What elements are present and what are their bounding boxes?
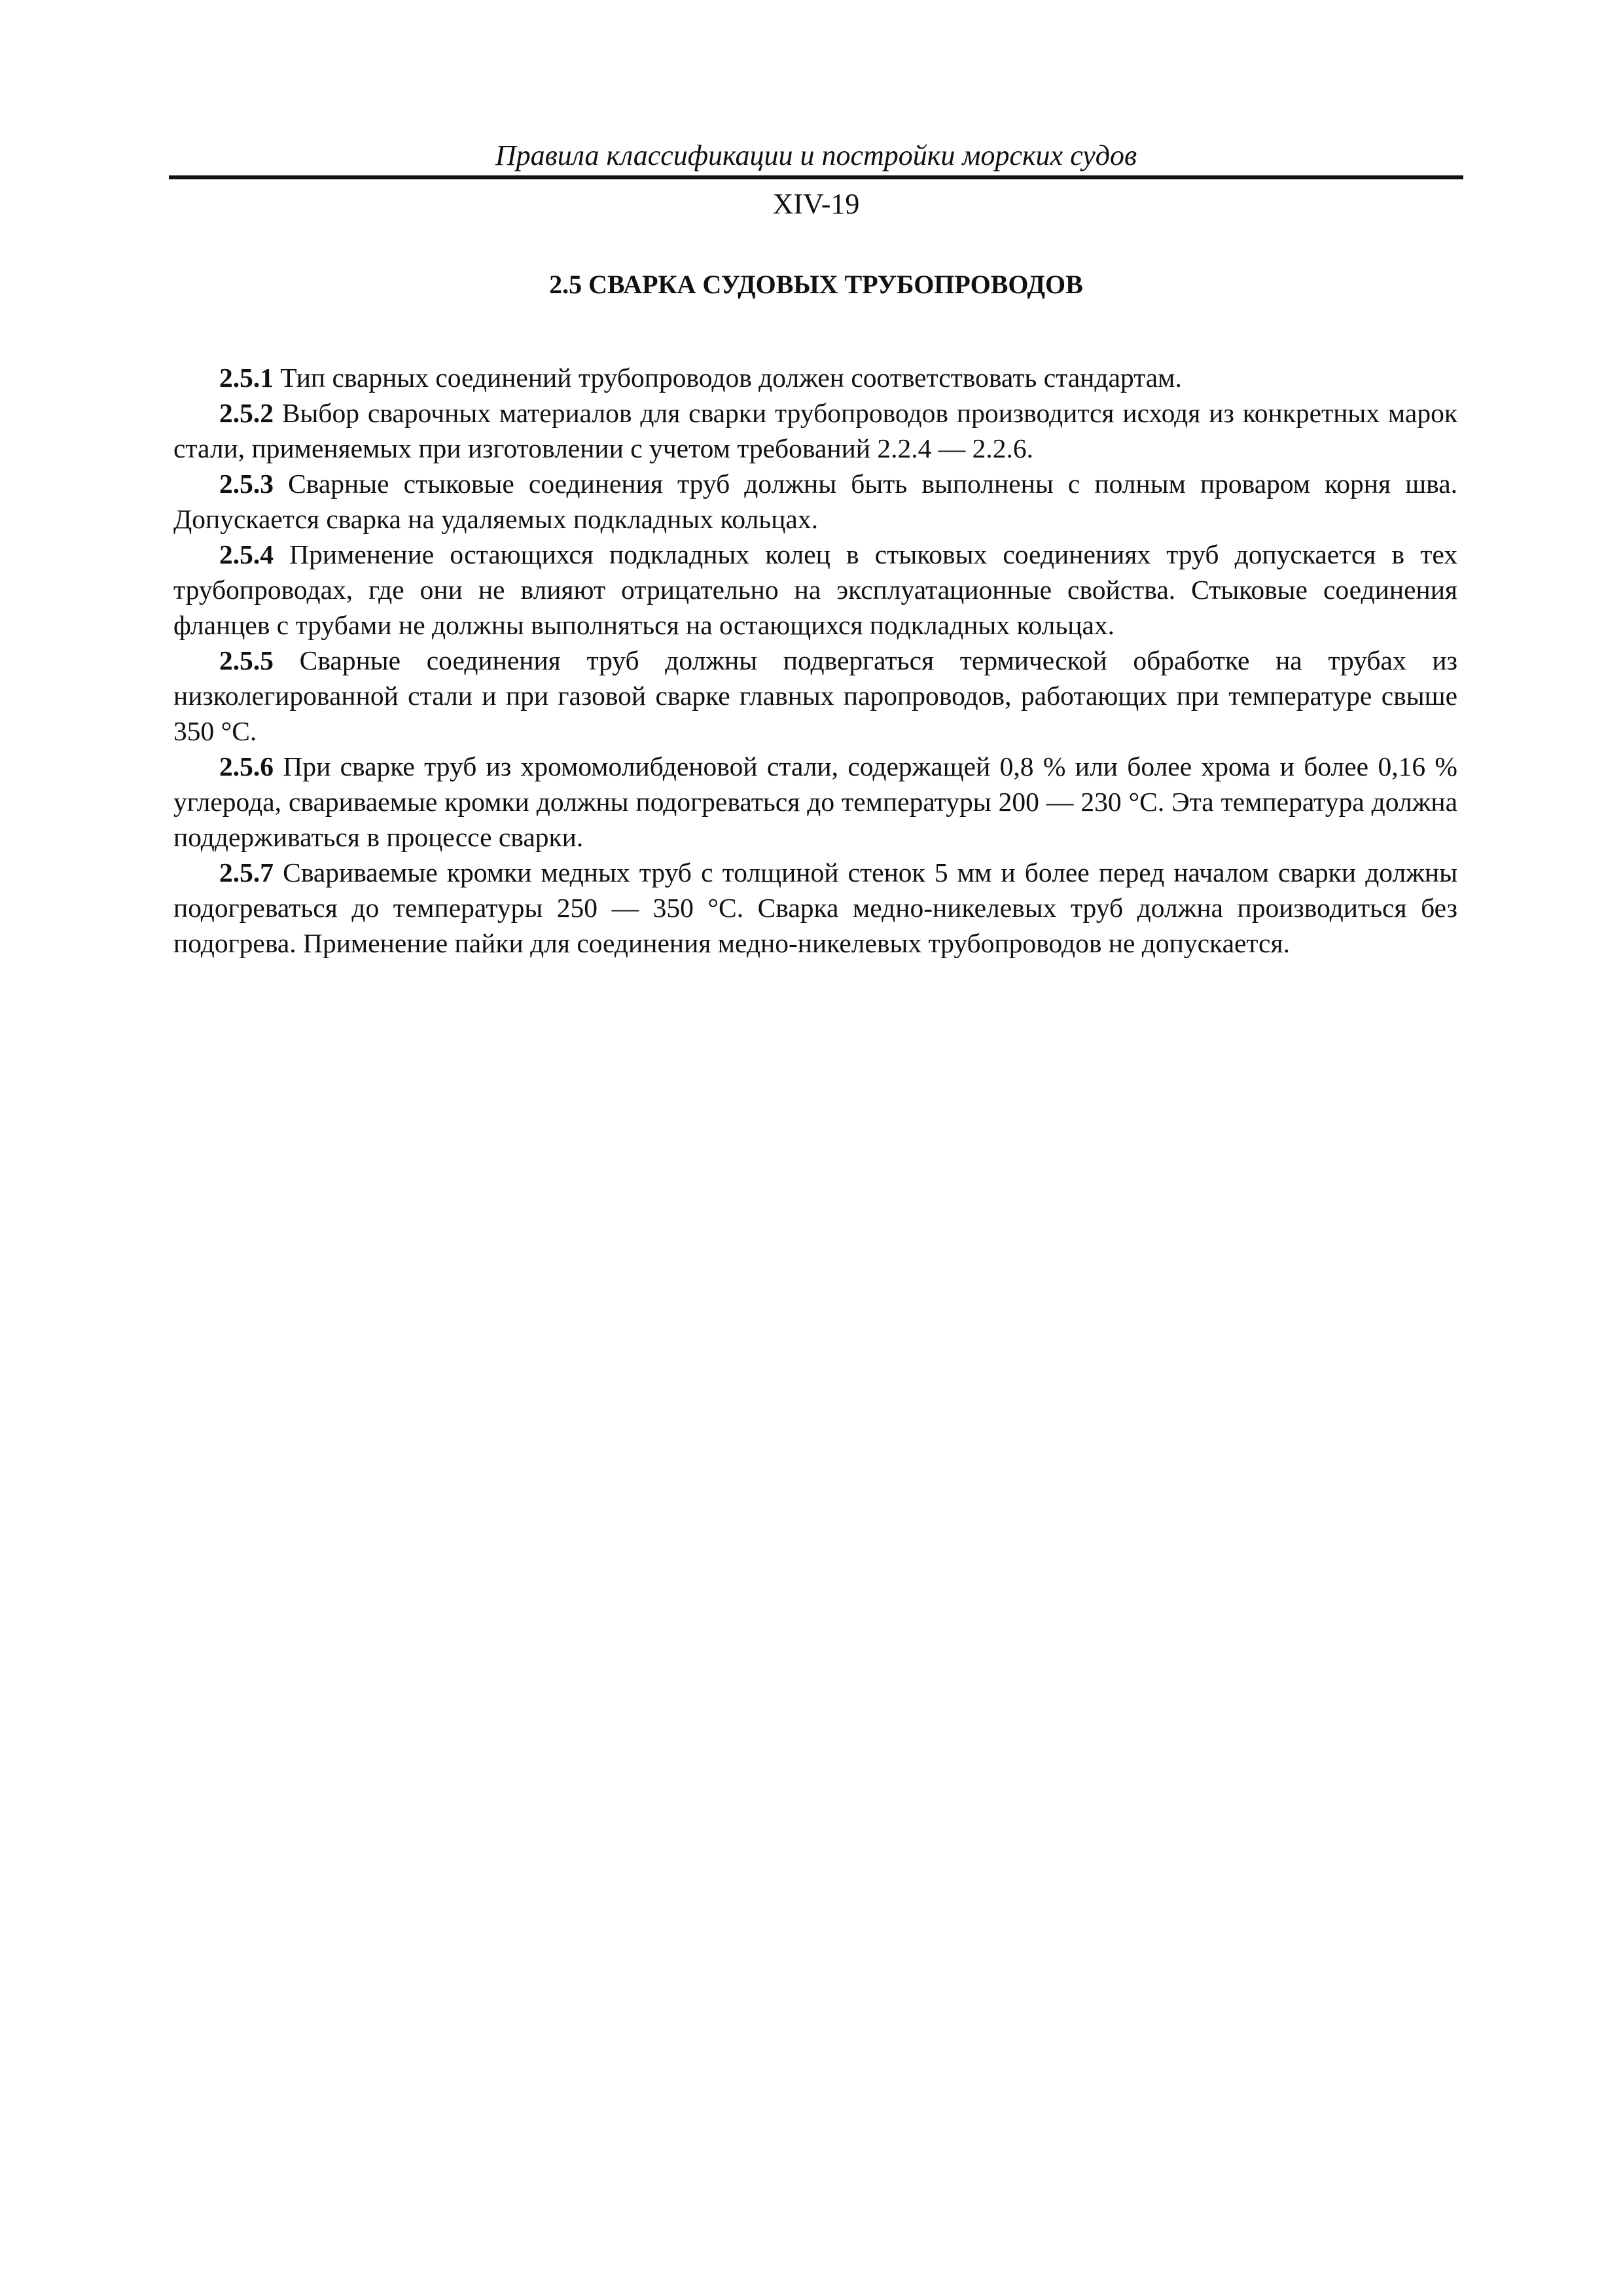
paragraph-2-5-5 [173,643,1457,749]
paragraph-number: 2.5.3 [219,469,274,499]
paragraph-2-5-4 [173,537,1457,643]
paragraph-text: Свариваемые кромки медных труб с толщиной стенок 5 мм и более перед началом сварки должны подогреваться до температуры 250 — 350 °С. Сварка медно-никелевых труб должна производиться без подогрева. Применение пайки для соединения медно-никелевых трубопроводов не допускается. [173,857,1457,958]
paragraph-2-5-2 [173,395,1457,466]
section-title: 2.5 СВАРКА СУДОВЫХ ТРУБОПРОВОДОВ [549,270,1083,299]
paragraph-text: Тип сварных соединений трубопроводов должен соответствовать стандартам. [274,363,1182,393]
paragraph-number: 2.5.7 [219,857,274,888]
paragraph-text: Применение остающихся подкладных колец в стыковых соединениях труб допускается в тех трубопроводах, где они не влияют отрицательно на эксплуатационные свойства. Стыковые соединения фланцев с трубами не должны выполняться на остающихся подкладных кольцах. [173,539,1457,640]
paragraph-number: 2.5.5 [219,645,274,675]
header-rule [169,175,1463,179]
paragraph-text: Сварные стыковые соединения труб должны быть выполнены с полным проваром корня шва. Допускается сварка на удаляемых подкладных кольцах. [173,469,1457,534]
paragraph-2-5-3 [173,466,1457,537]
paragraph-number: 2.5.2 [219,398,274,428]
paragraph-2-5-6 [173,749,1457,855]
page-number: XIV-19 [772,188,860,220]
paragraph-number: 2.5.6 [219,751,274,781]
paragraph-2-5-1 [173,360,1457,395]
section-body [173,360,1457,961]
paragraph-text: При сварке труб из хромомолибденовой стали, содержащей 0,8 % или более хрома и более 0,16 % углерода, свариваемые кромки должны подогреваться до температуры 200 — 230 °С. Эта температура должна поддерживаться в процессе сварки. [173,751,1457,852]
paragraph-2-5-7 [173,855,1457,961]
running-header: Правила классификации и постройки морских судов [495,139,1137,171]
paragraph-number: 2.5.1 [219,363,274,393]
paragraph-number: 2.5.4 [219,539,274,569]
paragraph-text: Сварные соединения труб должны подвергаться термической обработке на трубах из низколегированной стали и при газовой сварке главных паропроводов, работающих при температуре свыше 350 °С. [173,645,1457,746]
paragraph-text: Выбор сварочных материалов для сварки трубопроводов производится исходя из конкретных марок стали, применяемых при изготовлении с учетом требований 2.2.4 — 2.2.6. [173,398,1457,463]
